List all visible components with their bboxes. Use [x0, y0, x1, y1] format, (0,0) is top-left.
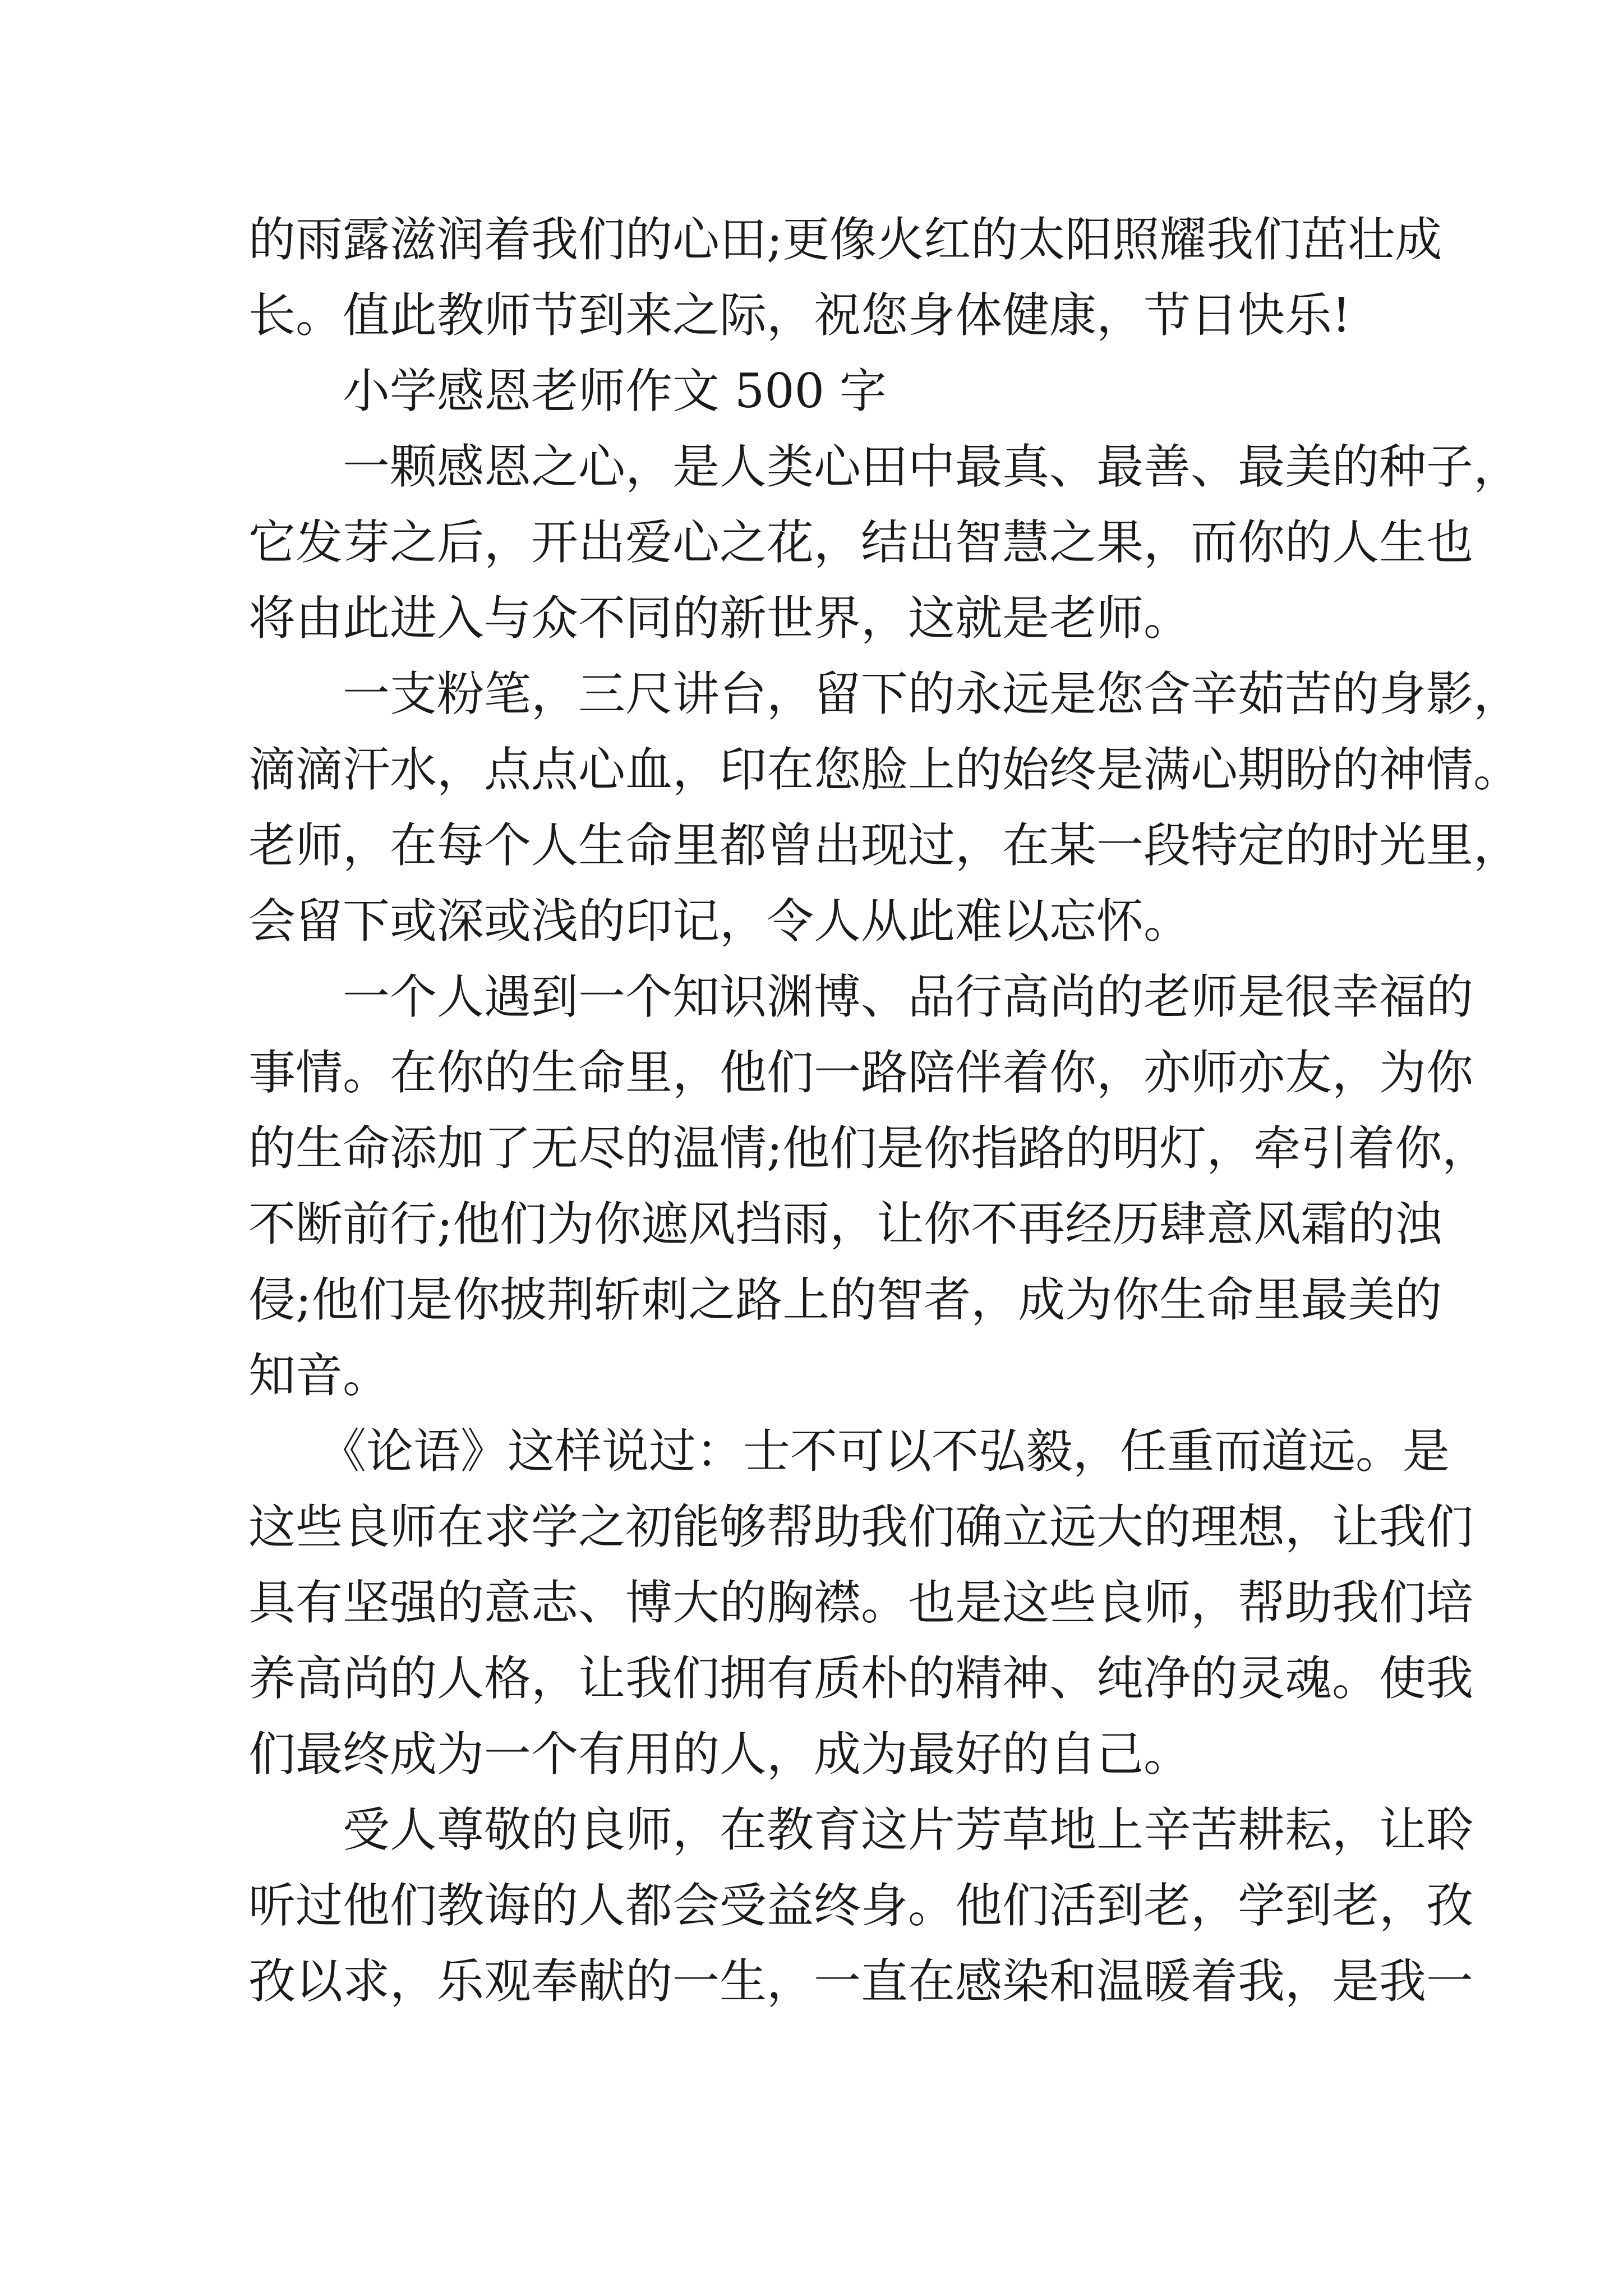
text-line: 受人尊敬的良师，在教育这片芳草地上辛苦耕耘，让聆 [248, 1802, 1474, 1857]
text-line: 这些良师在求学之初能够帮助我们确立远大的理想，让我们 [248, 1499, 1474, 1554]
text-line: 将由此进入与众不同的新世界，这就是老师。 [248, 591, 1191, 646]
text-line: 事情。在你的生命里，他们一路陪伴着你，亦师亦友，为你 [248, 1045, 1474, 1100]
text-line: 一支粉笔，三尺讲台，留下的永远是您含辛茹苦的身影， [248, 666, 1521, 721]
text-line: 长。值此教师节到来之际，祝您身体健康，节日快乐! [248, 288, 1351, 343]
text-line: 具有坚强的意志、博大的胸襟。也是这些良师，帮助我们培 [248, 1575, 1474, 1630]
text-line: 孜以求，乐观奉献的一生，一直在感染和温暖着我，是我一 [248, 1954, 1474, 2009]
text-line: 老师，在每个人生命里都曾出现过，在某一段特定的时光里， [248, 818, 1521, 873]
text-line: 侵;他们是你披荆斩刺之路上的智者，成为你生命里最美的 [248, 1272, 1442, 1327]
text-line: 知音。 [248, 1348, 390, 1403]
text-line: 滴滴汗水，点点心血，印在您脸上的始终是满心期盼的神情。 [248, 742, 1521, 797]
text-line: 不断前行;他们为你遮风挡雨，让你不再经历肆意风霜的浊 [248, 1197, 1442, 1251]
text-line: 一个人遇到一个知识渊博、品行高尚的老师是很幸福的 [248, 969, 1474, 1024]
text-line: 养高尚的人格，让我们拥有质朴的精神、纯净的灵魂。使我 [248, 1651, 1474, 1706]
text-line: 一颗感恩之心，是人类心田中最真、最善、最美的种子， [248, 439, 1521, 494]
text-line: 的雨露滋润着我们的心田;更像火红的太阳照耀我们茁壮成 [248, 212, 1442, 267]
text-line: 听过他们教诲的人都会受益终身。他们活到老，学到老，孜 [248, 1878, 1474, 1933]
text-line: 的生命添加了无尽的温情;他们是你指路的明灯，牵引着你， [248, 1121, 1490, 1176]
text-line: 会留下或深或浅的印记，令人从此难以忘怀。 [248, 894, 1191, 949]
text-line: 《论语》这样说过：士不可以不弘毅，任重而道远。是 [248, 1424, 1450, 1479]
essay-body [248, 202, 1521, 2019]
essay-title: 小学感恩老师作文 500 字 [248, 364, 887, 418]
text-line: 它发芽之后，开出爱心之花，结出智慧之果，而你的人生也 [248, 515, 1474, 570]
text-line: 们最终成为一个有用的人，成为最好的自己。 [248, 1727, 1191, 1782]
